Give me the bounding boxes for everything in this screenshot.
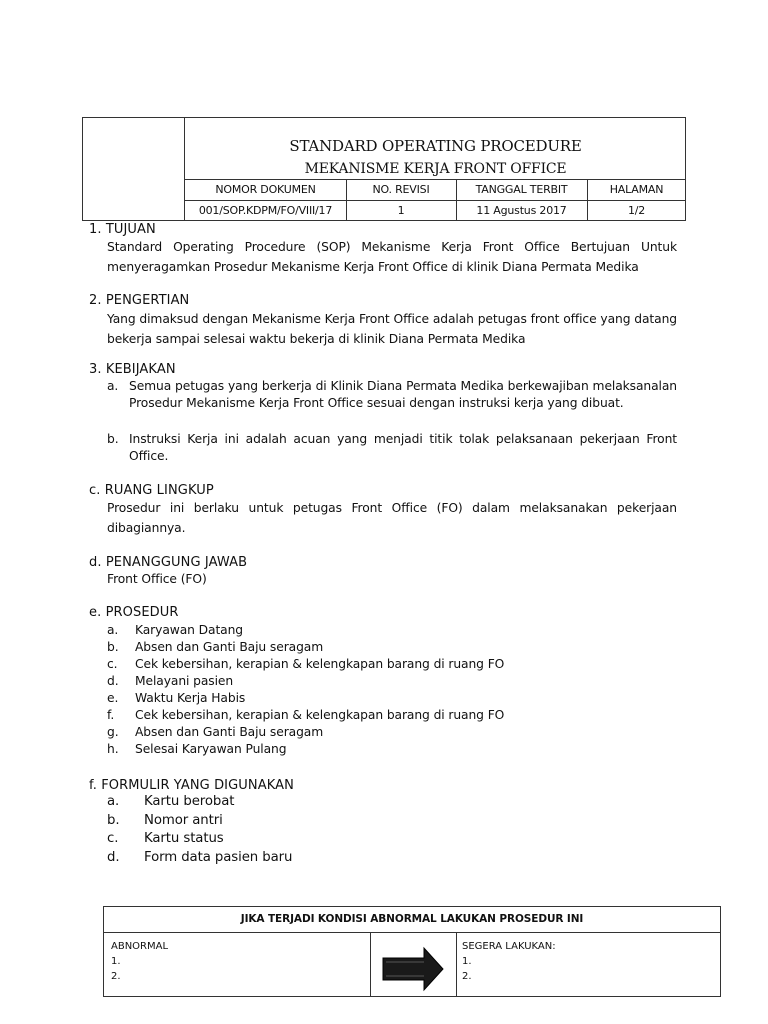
list-item bbox=[107, 707, 677, 724]
list-item-text: Absen dan Ganti Baju seragam bbox=[135, 640, 324, 654]
list-item bbox=[107, 741, 677, 758]
list-item-text: Kartu status bbox=[144, 831, 224, 847]
list-item-text: Absen dan Ganti Baju seragam bbox=[135, 725, 324, 739]
section-heading-prosedur: e. PROSEDUR bbox=[89, 605, 179, 620]
list-item-text: Cek kebersihan, kerapian & kelengkapan barang di ruang FO bbox=[135, 708, 505, 722]
abnormal-box-column-divider bbox=[370, 932, 371, 997]
value-no-revisi: 1 bbox=[397, 204, 405, 217]
list-item bbox=[107, 378, 677, 412]
list-item-label: a. bbox=[107, 794, 120, 809]
document-title: STANDARD OPERATING PROCEDURE bbox=[289, 137, 582, 155]
section-text-ruang-lingkup: Prosedur ini berlaku untuk petugas Front Office (FO) dalam melaksanakan pekerjaan dibagiannya. bbox=[107, 501, 677, 535]
column-header-halaman: HALAMAN bbox=[609, 183, 664, 196]
immediate-action-label: SEGERA LAKUKAN: bbox=[462, 941, 556, 952]
list-item bbox=[107, 793, 677, 812]
list-item bbox=[107, 812, 677, 831]
list-item bbox=[107, 639, 677, 656]
list-item-label: c. bbox=[107, 657, 118, 671]
column-header-tanggal-terbit: TANGGAL TERBIT bbox=[475, 183, 568, 196]
value-halaman: 1/2 bbox=[627, 204, 646, 217]
list-item bbox=[107, 656, 677, 673]
section-heading-pengertian: 2. PENGERTIAN bbox=[89, 293, 190, 308]
list-item-text: Kartu berobat bbox=[144, 794, 235, 809]
list-item-text: Nomor antri bbox=[144, 812, 223, 828]
logo-cell bbox=[82, 117, 185, 221]
list-item-text: Form data pasien baru bbox=[144, 849, 293, 865]
list-item-label: d. bbox=[107, 849, 120, 865]
list-item bbox=[107, 849, 677, 868]
value-nomor-dokumen: 001/SOP.KDPM/FO/VIII/17 bbox=[198, 204, 333, 217]
list-item bbox=[107, 830, 677, 849]
list-item-label: h. bbox=[107, 742, 119, 756]
abnormal-box-column-divider bbox=[456, 932, 457, 997]
list-item bbox=[107, 724, 677, 741]
section-text-pengertian: Yang dimaksud dengan Mekanisme Kerja Front Office adalah petugas front office yang datang bekerja sampai selesai waktu bekerja di klinik Diana Permata Medika bbox=[107, 312, 677, 346]
list-item-text: Melayani pasien bbox=[135, 674, 234, 688]
list-item-label: c. bbox=[107, 831, 119, 847]
section-heading-kebijakan: 3. KEBIJAKAN bbox=[89, 362, 176, 377]
column-header-nomor-dokumen: NOMOR DOKUMEN bbox=[215, 183, 316, 196]
document-subtitle: MEKANISME KERJA FRONT OFFICE bbox=[304, 161, 567, 177]
abnormal-box-title: JIKA TERJADI KONDISI ABNORMAL LAKUKAN PROSEDUR INI bbox=[240, 913, 584, 925]
immediate-action-item: 1. bbox=[462, 956, 472, 967]
list-item-label: f. bbox=[107, 708, 115, 722]
list-item bbox=[107, 673, 677, 690]
abnormal-label: ABNORMAL bbox=[111, 941, 169, 952]
list-item-label: b. bbox=[107, 432, 119, 446]
list-item-text: Cek kebersihan, kerapian & kelengkapan barang di ruang FO bbox=[135, 657, 505, 671]
immediate-action-column bbox=[462, 939, 556, 984]
list-item-label: e. bbox=[107, 691, 119, 705]
list-item bbox=[107, 622, 677, 639]
column-header-no-revisi: NO. REVISI bbox=[372, 183, 430, 196]
list-item-text: Waktu Kerja Habis bbox=[135, 691, 246, 705]
list-item bbox=[107, 690, 677, 707]
list-item bbox=[107, 431, 677, 465]
list-item-text: Instruksi Kerja ini adalah acuan yang menjadi titik tolak pelaksanaan pekerjaan Front Office. bbox=[129, 432, 677, 463]
procedure-list bbox=[107, 622, 677, 758]
list-item-text: Karyawan Datang bbox=[135, 623, 244, 637]
value-tanggal-terbit: 11 Agustus 2017 bbox=[476, 204, 567, 217]
section-heading-formulir: f. FORMULIR YANG DIGUNAKAN bbox=[89, 778, 294, 793]
list-item-text: Selesai Karyawan Pulang bbox=[135, 742, 287, 756]
list-item-label: b. bbox=[107, 812, 120, 828]
section-text-penanggung-jawab: Front Office (FO) bbox=[107, 572, 207, 586]
abnormal-column bbox=[111, 939, 168, 984]
list-item-text: Semua petugas yang berkerja di Klinik Diana Permata Medika berkewajiban melaksanalan Prosedur Mekanisme Kerja Front Office sesuai dengan instruksi kerja yang dibuat. bbox=[129, 379, 677, 410]
forms-list bbox=[107, 793, 677, 867]
abnormal-box-divider bbox=[103, 932, 721, 933]
section-heading-tujuan: 1. TUJUAN bbox=[89, 222, 156, 237]
section-heading-penanggung-jawab: d. PENANGGUNG JAWAB bbox=[89, 555, 248, 570]
abnormal-item: 1. bbox=[111, 956, 121, 967]
list-item-label: g. bbox=[107, 725, 119, 739]
list-item-label: a. bbox=[107, 379, 119, 393]
right-arrow-icon bbox=[382, 946, 444, 992]
section-text-tujuan: Standard Operating Procedure (SOP) Mekanisme Kerja Front Office Bertujuan Untuk menyeragamkan Prosedur Mekanisme Kerja Front Office di klinik Diana Permata Medika bbox=[107, 240, 677, 274]
section-heading-ruang-lingkup: c. RUANG LINGKUP bbox=[89, 483, 214, 498]
list-item-label: b. bbox=[107, 640, 119, 654]
list-item-label: d. bbox=[107, 674, 119, 688]
immediate-action-item: 2. bbox=[462, 971, 472, 982]
list-item-label: a. bbox=[107, 623, 119, 637]
abnormal-item: 2. bbox=[111, 971, 121, 982]
